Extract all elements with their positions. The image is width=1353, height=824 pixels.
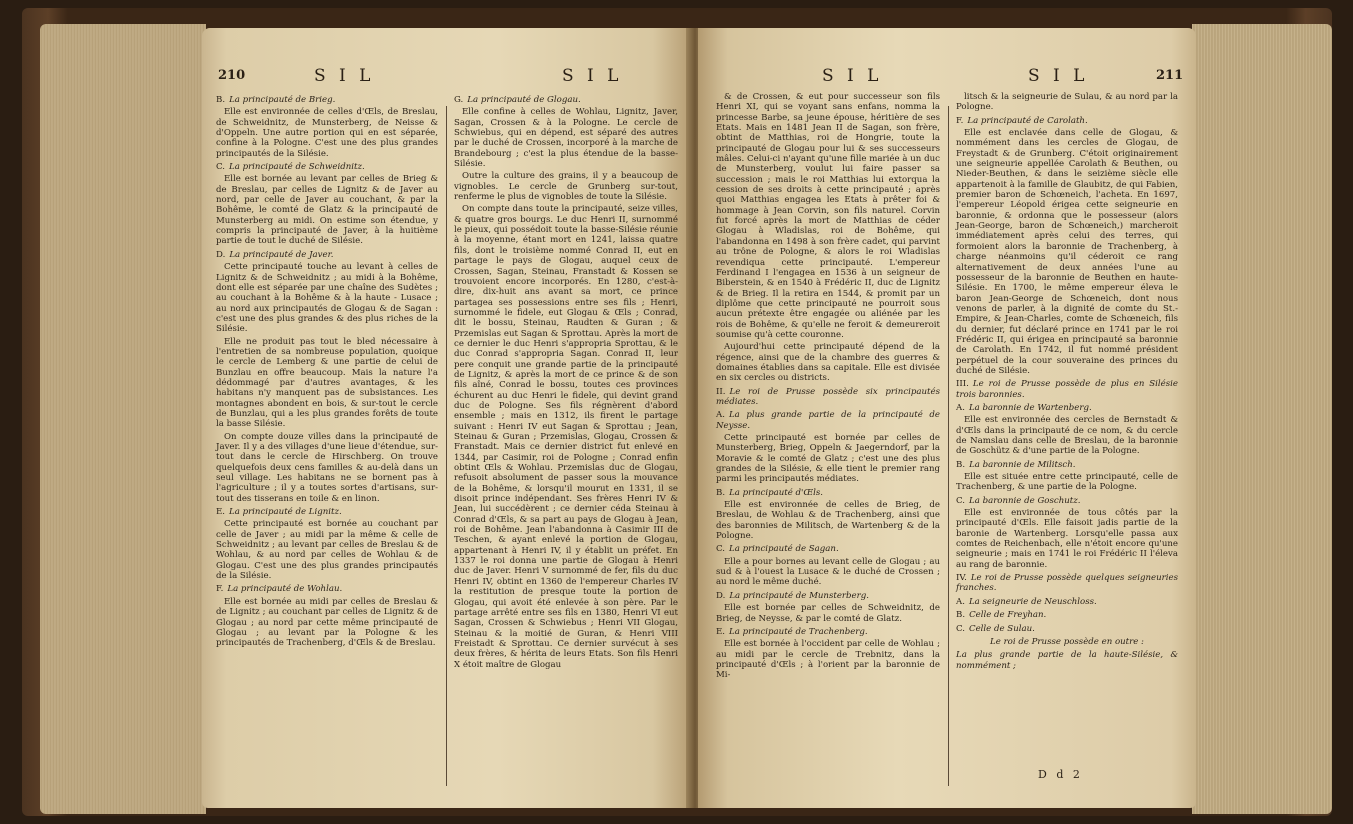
running-head-left-2: S I L: [562, 66, 623, 86]
paragraph: Cette principauté touche au levant à celles de Lignitz & de Schweidnitz ; au midi à la Bohême, dont elle est séparée par une chaîne des Sudètes ; au couchant à la Bohême & à la haute - Lusace ; au nord aux principautés de Glogau & de Sagan : c'est une des plus grandes & des plus riches de la Silésie.: [216, 262, 438, 335]
section-heading: [956, 379, 1178, 400]
left-column-2: [454, 92, 678, 672]
section-title: La baronnie de Militsch.: [969, 459, 1076, 470]
section-title: La principauté de Lignitz.: [229, 507, 342, 518]
right-page: [698, 28, 1196, 808]
section-number: F.: [216, 584, 224, 595]
section-number: C.: [956, 623, 966, 634]
paragraph: Elle est environnée de tous côtés par la principauté d'Œls. Elle faisoit jadis partie de la baronie de Wartenberg. Lorsqu'elle passa aux comtes de Reichenbach, elle n'étoit encore qu'une seigneurie ; mais en 1741 le roi Frédéric II l'éleva au rang de baronnie.: [956, 508, 1178, 570]
book-spread: [22, 8, 1332, 816]
section-number: III.: [956, 379, 969, 390]
section-title: La principauté de Wohlau.: [227, 584, 343, 595]
section-heading: [716, 627, 940, 637]
section-title: La principauté de Glogau.: [467, 95, 581, 105]
section-heading: [956, 403, 1178, 413]
section-heading: [216, 162, 438, 172]
section-heading: [716, 387, 940, 408]
section-number: D.: [216, 249, 226, 260]
section-heading: [956, 650, 1178, 671]
section-number: B.: [216, 95, 226, 105]
section-number: IV.: [956, 573, 967, 584]
signature-mark: D d 2: [1038, 768, 1083, 781]
left-column-1: [216, 92, 438, 651]
section-heading: [216, 250, 438, 260]
section-title: La principauté de Carolath.: [967, 115, 1088, 126]
section-title: La principauté de Munsterberg.: [729, 590, 869, 601]
section-heading: [956, 597, 1178, 607]
page-number-left: 210: [218, 68, 246, 83]
section-heading: [956, 460, 1178, 470]
section-heading: [956, 573, 1178, 594]
paragraph: Elle est bornée par celles de Schweidnitz, de Brieg, de Neysse, & par le comté de Glatz.: [716, 603, 940, 624]
paragraph: On compte dans toute la principauté, seize villes, & quatre gros bourgs. Le duc Henri II, surnommé le pieux, qui possédoit toute la basse-Silésie réunie à la moyenne, étant mort en 1241, laissa quatre fils, dont le troisième nommé Conrad II, eut en partage le pays de Glogau, auquel ceux de Crossen, Sagan, Steinau, Franstadt & Kossen se trouvoient encore incorporés. En 1280, c'est-à-dire, dix-huit ans avant sa mort, ce prince partagea ses possessions entre ses fils ; Henri, surnommé le fidele, eut Glogau & Œls ; Conrad, dit le bossu, Steinau, Raudten & Guran ; & Przemislas eut Sagan & Sprottau. Après la mort de ce dernier le duc Henri s'appropria Sprottau, & le duc Conrad s'appropria Sagan. Conrad II, leur pere conquit une grande partie de la principauté de Lignitz, & après la mort de ce prince & de son fils aîné, Conrad le bossu, toutes ces provinces échurent au duc Henri le fidele, qui devint grand duc de Pologne. Ses fils régnèrent d'abord ensemble ; mais en 1312, ils firent le partage suivant : Henri IV eut Sagan & Sprottau ; Jean, Steinau & Guran ; Przemislas, Glogau, Crossen & Franstadt. Mais ce dernier district fut enlevé en 1344, par Casimir, roi de Pologne ; Conrad enfin obtint Œls & Wohlau. Przemislas duc de Glogau, refusoit absolument de passer sous la mouvance de la Bohême, & lorsqu'il mourut en 1331, il se disoit prince indépendant. Ses frères Henri IV & Jean, lui succédèrent ; ce dernier céda Steinau à Conrad d'Œls, & sa part au pays de Glogau à Jean, roi de Bohême. Jean l'abandonna à Casimir III de Teschen, & ayant enlevé la portion de Glogau, appartenant à Henri IV, il y établit un préfet. En 1337 le roi donna une partie de Glogau à Henri duc de Javer. Henri V surnommé de fer, fils du duc Henri IV, obtint en 1360 de l'empereur Charles IV la restitution de presque toute la portion de Glogau, qui avoit été enlevée à son père. Par le partage arrêté entre ses fils en 1380, Henri VI eut Sagan, Crossen & Schwiebus ; Henri VII Glogau, Steinau & la moitié de Guran, & Henri VIII Freistadt & Sprottau. Ce dernier survécut à ses deux frères, & hérita de leurs Etats. Son fils Henri X étoit maître de Glogau: [454, 204, 678, 670]
section-heading: [216, 507, 438, 517]
section-title: La principauté de Sagan.: [729, 544, 839, 555]
section-number: A.: [956, 402, 965, 413]
section-heading: [216, 584, 438, 594]
page-edge-left: [40, 24, 206, 814]
section-heading: [956, 624, 1178, 634]
section-title: La principauté de Brieg.: [229, 95, 336, 105]
section-number: B.: [956, 610, 966, 621]
paragraph: Elle est environnée de celles de Brieg, de Breslau, de Wohlau & de Trachenberg, ainsi que des baronnies de Militsch, de Wartenberg & de la Pologne.: [716, 500, 940, 542]
paragraph: Elle est bornée au levant par celles de Brieg & de Breslau, par celles de Lignitz & de Javer au nord, par celle de Javer au couchant, & par la Bohême, le comté de Glatz & la principauté de Munsterberg au midi. On estime son étendue, y compris la principauté de Javer, à la huitième partie de tout le duché de Silésie.: [216, 174, 438, 247]
section-heading: [716, 410, 940, 431]
paragraph: Elle est bornée au midi par celles de Breslau & de Lignitz ; au couchant par celles de Lignitz & de Glogau ; au nord par cette même principauté de Glogau ; au levant par la Pologne & les principautés de Trachenberg, d'Œls & de Breslau.: [216, 596, 438, 649]
paragraph: Elle est située entre cette principauté, celle de Trachenberg, & une partie de la Pologne.: [956, 472, 1178, 493]
section-heading: [716, 591, 940, 601]
section-heading: [956, 496, 1178, 506]
paragraph: Elle est enclavée dans celle de Glogau, & nommément dans les cercles de Glogau, de Freystadt & de Grunberg. C'étoit originairement une seigneurie appellée Carolath & Beuthen, ou Nieder-Beuthen, & dans le seizième siècle elle appartenoit à la famille de Glaubitz, de qui Fabien, premier baron de Schœneich, l'acheta. En 1697, l'empereur Léopold érigea cette seigneurie en baronnie, & ordonna que le possesseur (alors Jean-George, baron de Schœneich,) marcheroit immédiatement après celui des terres, qui formoient alors la baronnie de Trachenberg, à charge néanmoins qu'il céderoit ce rang alternativement de deux années l'une au possesseur de la baronnie de Beuthen en haute-Silésie. En 1700, le même empereur éleva le baron Jean-George de Schœneich, dont nous venons de parler, à la dignité de comte du St.-Empire, & Jean-Charles, comte de Schœneich, fils du dernier, fut déclaré prince en 1741 par le roi Frédéric II, qui érigea en principauté sa baronnie de Carolath. En 1742, il fut nommé président perpétuel de la cour souveraine des princes du duché de Silésie.: [956, 128, 1178, 376]
right-column-1: [716, 92, 940, 683]
section-heading: [716, 544, 940, 554]
paragraph: Outre la culture des grains, il y a beaucoup de vignobles. Le cercle de Grunberg sur-tout, renferme le plus de vignobles de toute la Silésie.: [454, 171, 678, 203]
section-number: D.: [716, 590, 726, 601]
centered-line: Le roi de Prusse possède en outre :: [990, 636, 1144, 647]
section-heading: [716, 488, 940, 498]
column-rule-right: [948, 106, 949, 786]
section-heading: [216, 95, 438, 105]
section-title: Le roi de Prusse possède de plus en Silésie trois baronnies.: [956, 379, 1178, 400]
page-edge-right: [1192, 24, 1332, 814]
section-heading: [454, 95, 678, 105]
paragraph: On compte douze villes dans la principauté de Javer. Il y a des villages d'une lieue d'étendue, sur-tout dans le cercle de Hirschberg. On trouve quelquefois deux cens familles & au-delà dans un seul village. Les habitans ne se bornent pas à l'agriculture ; il y a toutes sortes d'artisans, sur-tout des tisserans en toile & en linon.: [216, 431, 438, 504]
section-title: Celle de Sulau.: [969, 623, 1035, 634]
section-title: La principauté de Javer.: [229, 249, 334, 260]
paragraph: Elle confine à celles de Wohlau, Lignitz, Javer, Sagan, Crossen & à la Pologne. Le cercle de Schwiebus, qui en dépend, est séparé des autres par le duché de Crossen, incorporé à la marche de Brandebourg ; c'est la plus étendue de la basse-Silésie.: [454, 107, 678, 170]
section-heading: [956, 116, 1178, 126]
section-number: C.: [216, 162, 226, 173]
left-page: [202, 28, 692, 808]
section-title: La baronnie de Wartenberg.: [968, 402, 1092, 413]
section-title: Le roi de Prusse possède quelques seigneuries franches.: [956, 573, 1178, 594]
paragraph: Cette principauté est bornée par celles de Munsterberg, Brieg, Oppeln & Jaegerndorf, par la Moravie & le comté de Glatz ; c'est une des plus grandes de la Silésie, & elle tient le premier rang parmi les principautés médiates.: [716, 433, 940, 485]
section-title: La principauté de Schweidnitz.: [229, 162, 365, 173]
section-title: Le roi de Prusse possède six principautés médiates.: [716, 386, 940, 407]
section-number: E.: [716, 626, 726, 637]
paragraph: litsch & la seigneurie de Sulau, & au nord par la Pologne.: [956, 92, 1178, 113]
section-title: La baronnie de Goschutz.: [969, 495, 1081, 506]
page-number-right: 211: [1156, 68, 1184, 83]
section-title: Celle de Freyhan.: [969, 610, 1047, 621]
running-head-right-1: S I L: [822, 66, 883, 86]
section-number: B.: [956, 459, 966, 470]
paragraph: Elle est bornée à l'occident par celle de Wohlau ; au midi par le cercle de Trebnitz, dans la principauté d'Œls ; à l'orient par la baronnie de Mi-: [716, 639, 940, 681]
section-number: A.: [716, 410, 725, 421]
section-number: B.: [716, 487, 726, 498]
section-number: C.: [956, 495, 966, 506]
running-head-right-2: S I L: [1028, 66, 1089, 86]
column-rule-left: [446, 106, 447, 786]
section-number: F.: [956, 115, 964, 126]
section-title: La plus grande partie de la haute-Silésie, & nommément ;: [956, 650, 1178, 671]
section-number: E.: [216, 507, 226, 518]
section-title: La plus grande partie de la principauté de Neysse.: [716, 410, 940, 431]
paragraph: Aujourd'hui cette principauté dépend de la régence, ainsi que de la chambre des guerres & domaines établies dans sa capitale. Elle est divisée en six cercles ou districts.: [716, 342, 940, 384]
section-number: C.: [716, 544, 726, 555]
section-number: A.: [956, 596, 965, 607]
section-number: G.: [454, 95, 464, 105]
paragraph: Elle est environnée des cercles de Bernstadt & d'Œls dans la principauté de ce nom, & du cercle de Namslau dans celle de Breslau, de la baronnie de Goschütz & d'une partie de la Pologne.: [956, 415, 1178, 457]
paragraph: Elle a pour bornes au levant celle de Glogau ; au sud & à l'ouest la Lusace & le duché de Crossen ; au nord le même duché.: [716, 556, 940, 588]
section-title: La seigneurie de Neuschloss.: [968, 596, 1097, 607]
section-heading: [956, 610, 1178, 620]
section-title: La principauté d'Œls.: [729, 487, 824, 498]
paragraph: & de Crossen, & eut pour successeur son fils Henri XI, qui se voyant sans enfans, nomma la princesse Barbe, sa jeune épouse, héritière de ses Etats. Mais en 1481 Jean II de Sagan, son frère, obtint de Matthias, roi de Hongrie, toute la principauté de Glogau pour lui & ses successeurs mâles. Celui-ci n'ayant qu'une fille mariée à un duc de Munsterberg, voulut lui faire passer sa succession ; mais le roi Matthias lui extorqua la cession de ses droits à cette principauté ; après quoi Matthias engagea les Etats à prêter foi & hommage à Jean Corvin, son fils naturel. Corvin fut forcé après la mort de Matthias de céder Glogau à Wladislas, roi de Bohême, qui l'abandonna en 1498 à son frère cadet, qui parvint au trône de Pologne, & alors le roi Wladislas revendiqua cette principauté. L'empereur Ferdinand I l'engagea en 1536 à un seigneur de Biberstein, & en 1540 à Frédéric II, duc de Lignitz & de Brieg. Il la retira en 1544, & promit par un diplôme que cette principauté ne pourroit sous aucun prétexte être engagée ou aliénée par les rois de Bohême, & qu'elle ne feroit & demeureroit soumise qu'à cette couronne.: [716, 92, 940, 340]
right-column-2: [956, 92, 1178, 673]
paragraph: Cette principauté est bornée au couchant par celle de Javer ; au midi par la même & celle de Schweidnitz ; au levant par celles de Breslau & de Wohlau, & au nord par celles de Wohlau & de Glogau. C'est une des plus grandes principautés de la Silésie.: [216, 519, 438, 582]
paragraph: Elle est environnée de celles d'Œls, de Breslau, de Schweidnitz, de Munsterberg, de Neisse & d'Oppeln. Une autre portion qui en est séparée, confine à la Pologne. C'est une des plus grandes principautés de la Silésie.: [216, 107, 438, 159]
section-title: La principauté de Trachenberg.: [729, 626, 868, 637]
section-number: II.: [716, 386, 726, 397]
paragraph: Elle ne produit pas tout le bled nécessaire à l'entretien de sa nombreuse population, quoique le cercle de Lemberg & une partie de celui de Bunzlau en offre beaucoup. Mais la nature l'a dédommagé par d'autres avantages, & les habitans n'y manquent pas de subsistances. Les montagnes abondent en bois, & sur-tout le cercle de Bunzlau, qui a les plus grandes forêts de toute la basse Silésie.: [216, 336, 438, 430]
running-head-left-1: S I L: [314, 66, 375, 86]
